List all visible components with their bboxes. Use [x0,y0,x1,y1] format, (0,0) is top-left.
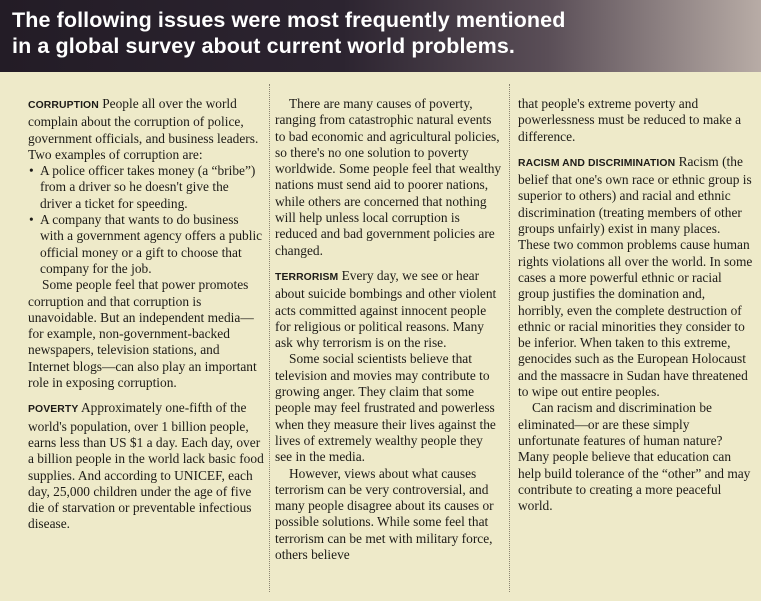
racism-heading: RACISM AND DISCRIMINATION [518,157,676,169]
corruption-section-intro [28,96,264,163]
title-banner [0,0,761,72]
column-divider [509,84,510,592]
column-3 [518,96,754,514]
terrorism-heading: TERRORISM [275,271,339,283]
poverty-intro-text: Approximately one-fifth of the world's population, over 1 billion people, earns less than US $1 a day. Each day, over a billion people in the world lack basic food supplies. And according to UNICEF, each day, 25,000 children under the age of five die of starvation or preventable infectious disease. [28,400,264,532]
banner-title-line-2: in a global survey about current world problems. [12,34,515,58]
bullet-icon: • [29,163,34,179]
corruption-paragraph: Some people feel that power promotes corruption and that corruption is unavoidable. But an independent media—for example, non-government-backed newspapers, television stations, and Internet blogs—can also play an important role in exposing corruption. [28,277,257,391]
corruption-heading: CORRUPTION [28,100,99,111]
corruption-intro-text: People all over the world complain about the corruption of police, government officials, and business leaders. Two examples of corruption are: [28,96,259,162]
poverty-heading: POVERTY [28,404,79,416]
column-divider [269,84,270,592]
racism-section-intro [518,154,754,400]
bullet-icon: • [29,212,34,228]
column-1 [28,96,264,533]
banner-title [0,0,761,59]
list-item [28,163,264,212]
list-item [28,212,264,277]
poverty-section-intro [28,400,264,532]
racism-intro-text: Racism (the belief that one's own race or ethnic group is superior to others) and racial and ethnic discrimination (treating members of other groups unfairly) exist in many places. These two common problems cause human rights violations all over the world. In some cases a more powerful ethnic or racial group justifies the domination and, horribly, even the complete destruction of ethnic or racial minorities they consider to be inferior. When taken to this extreme, genocides such as the European Holocaust and the massacre in Sudan have threatened to wipe out entire peoples. [518,153,753,400]
banner-title-line-1: The following issues were most frequently mentioned [12,8,566,32]
column-2 [275,96,503,563]
corruption-examples-list [28,163,264,277]
terrorism-paragraph: However, views about what causes terrorism can be very controversial, and many people disagree about its causes or possible solutions. While some feel that terrorism can be met with military force, others believe [275,465,494,563]
list-item-text: A company that wants to do business with a government agency offers a public official money or a gift to choose that company for the job. [40,212,263,276]
list-item-text: A police officer takes money (a “bribe”) from a driver so he doesn't give the driver a ticket for speeding. [40,163,256,211]
terrorism-section-intro [275,268,503,351]
poverty-paragraph: There are many causes of poverty, ranging from catastrophic natural events to bad economic and agricultural policies, so there's no one solution to poverty worldwide. Some people feel that wealthy nations must send aid to poorer nations, while others are concerned that nothing will help unless local corruption is reduced and bad government policies are changed. [275,96,502,258]
terrorism-paragraph: Some social scientists believe that television and movies may contribute to growing anger. They claim that some people may feel frustrated and powerless when they measure their lives against the lives of extremely wealthy people they see in the media. [275,351,496,465]
terrorism-continued-text: that people's extreme poverty and powerlessness must be reduced to make a difference. [518,96,742,144]
racism-paragraph: Can racism and discrimination be eliminated—or are these simply unfortunate features of human nature? Many people believe that education can help build tolerance of the “other” and may contribute to creating a more peaceful world. [518,400,751,514]
terrorism-intro-text: Every day, we see or hear about suicide bombings and other violent acts committed against innocent people for religious or political reasons. Many ask why terrorism is on the rise. [275,267,497,351]
